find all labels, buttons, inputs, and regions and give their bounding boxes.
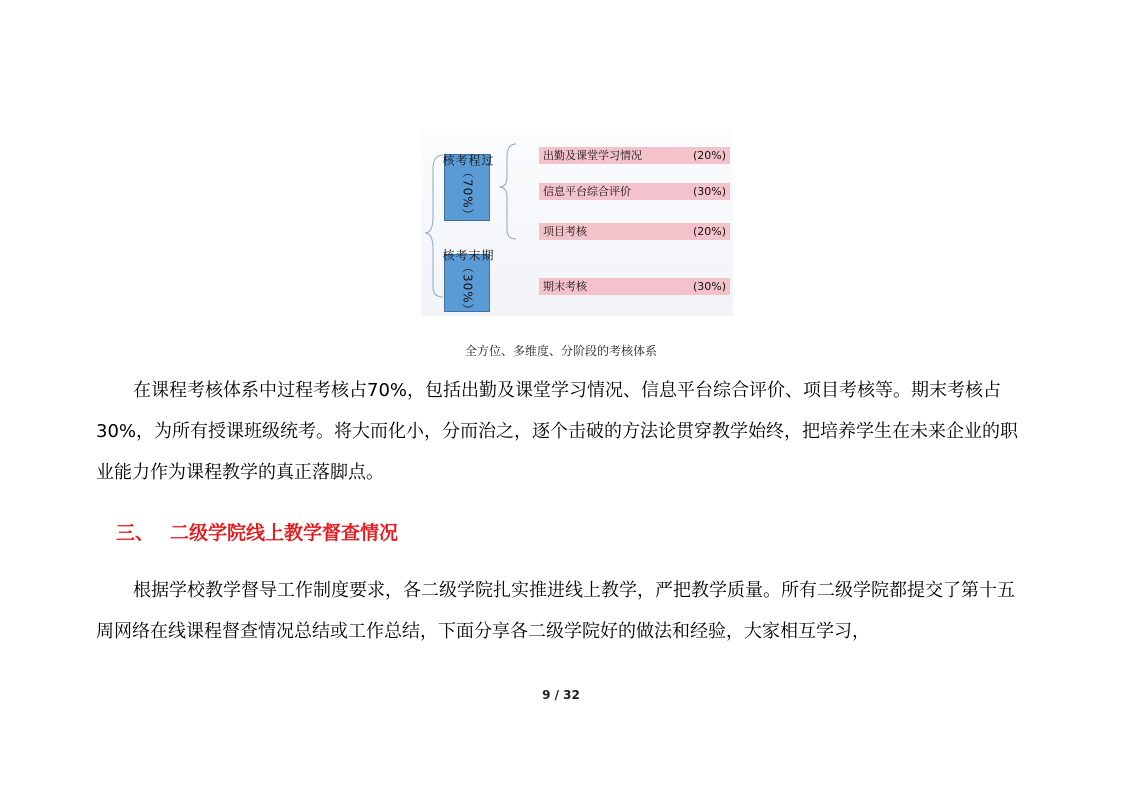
final-box-percent: （30%） [460, 261, 475, 317]
outer-bracket [425, 155, 443, 297]
item-label: 期末考核 [543, 280, 587, 293]
process-box-percent: （70%） [460, 165, 475, 222]
final-box-title: 期末考核 [441, 249, 494, 262]
figure-caption: 全方位、多维度、分阶段的考核体系 [464, 344, 657, 358]
item-label: 项目考核 [543, 225, 587, 238]
section-heading [116, 518, 398, 545]
assessment-diagram [421, 129, 733, 316]
item-percent: (20%) [692, 225, 726, 238]
inner-bracket [499, 144, 516, 239]
final-assessment-box [441, 249, 494, 317]
item-platform-evaluation [539, 183, 730, 200]
item-project-assessment [539, 223, 730, 240]
process-box-title: 过程考核 [441, 153, 494, 166]
item-attendance [539, 147, 730, 164]
item-final-exam [539, 278, 730, 295]
section-number: 三、 [116, 522, 155, 544]
item-label: 信息平台综合评价 [543, 185, 631, 198]
item-percent: (30%) [692, 280, 726, 293]
item-percent: (30%) [692, 185, 726, 198]
item-label: 出勤及课堂学习情况 [543, 149, 642, 162]
page-number: 9 / 32 [542, 688, 580, 702]
process-assessment-box [441, 153, 494, 222]
section-title: 二级学院线上教学督查情况 [170, 522, 399, 544]
body-paragraph: 根据学校教学督导工作制度要求，各二级学院扎实推进线上教学，严把教学质量。所有二级学院都提交了第十五周网络在线课程督查情况总结或工作总结，下面分享各二级学院好的做法和经验，大家相互学习， [96, 580, 1015, 642]
item-percent: (20%) [692, 149, 726, 162]
body-paragraph: 在课程考核体系中过程考核占70%，包括出勤及课堂学习情况、信息平台综合评价、项目考核等。期末考核占30%，为所有授课班级统考。将大而化小，分而治之，逐个击破的方法论贯穿教学始终，把培养学生在未来企业的职业能力作为课程教学的真正落脚点。 [96, 380, 1019, 483]
